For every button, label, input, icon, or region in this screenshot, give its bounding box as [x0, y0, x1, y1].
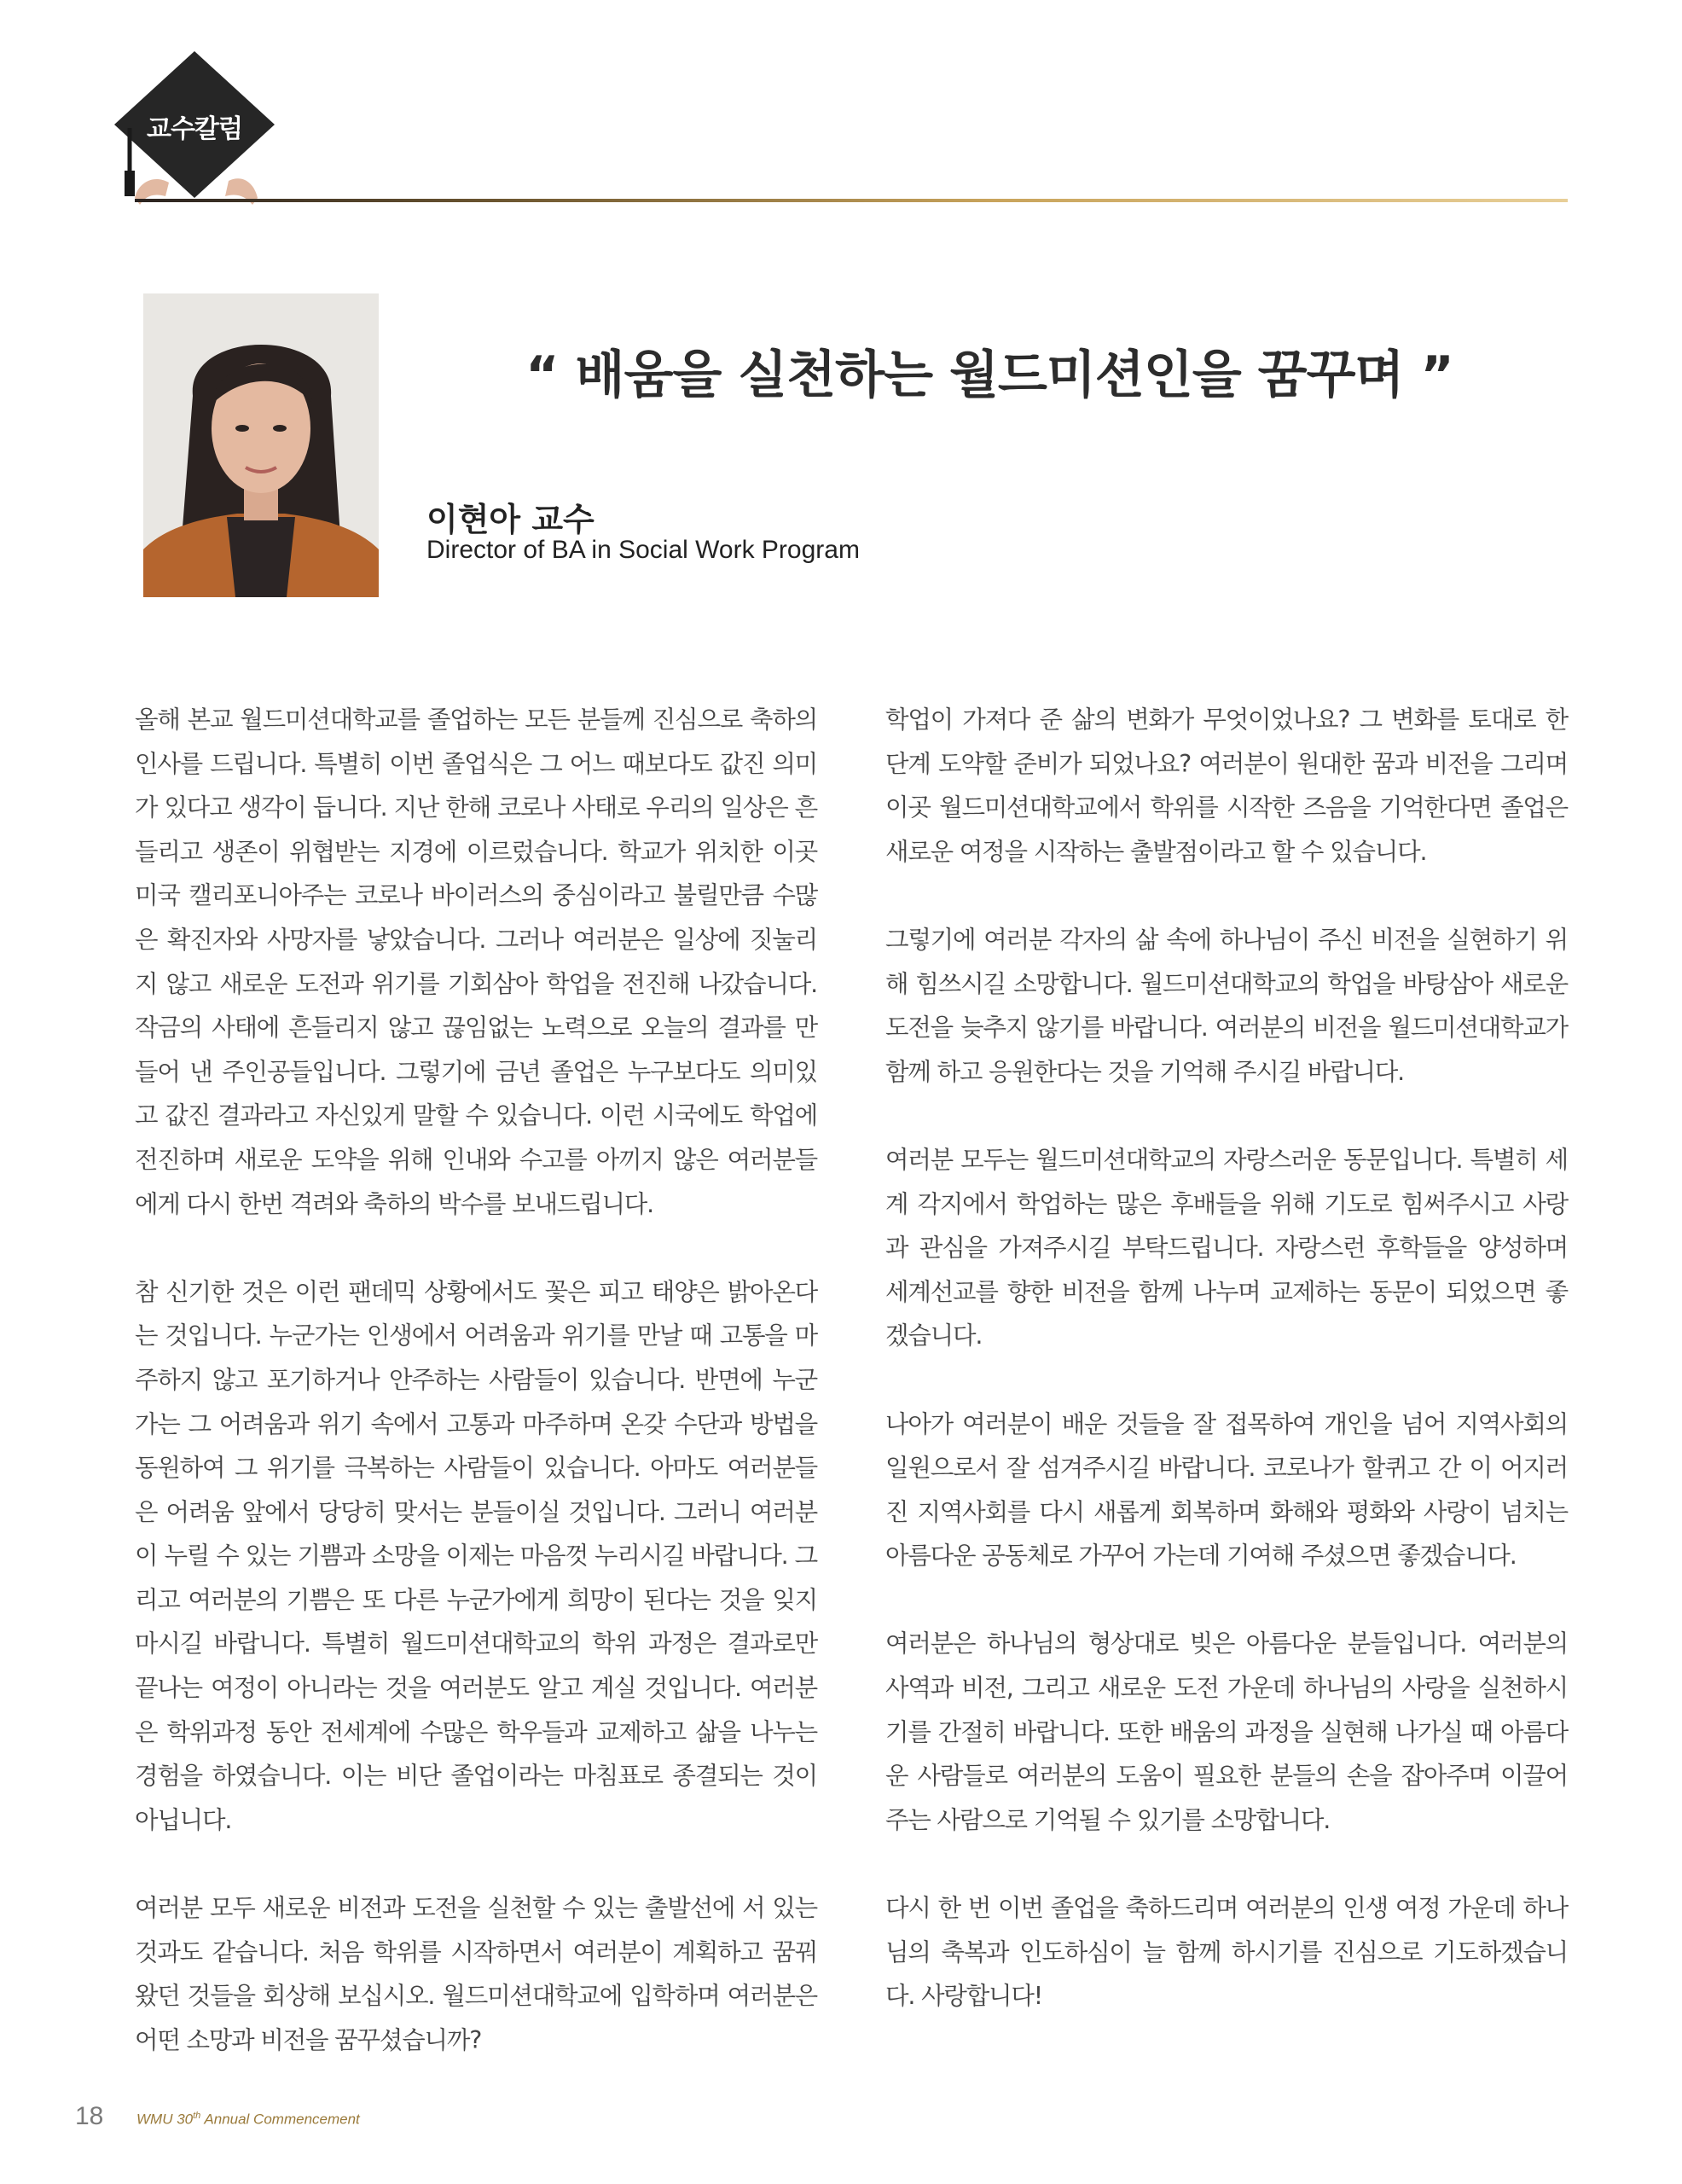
body-paragraph: 여러분은 하나님의 형상대로 빚은 아름다운 분들입니다. 여러분의 사역과 비전, 그리고 새로운 도전 가운데 하나님의 사랑을 실천하시기를 간절히 바랍니다. 또한 배움의 과정을 실현해 나가실 때 아름다운 사람들로 여러분의 도움이 필요한 분들의 손을 잡아주며 이끌어 주는 사람으로 기억될 수 있기를 소망합니다.: [885, 1629, 1568, 1834]
author-photo: [143, 293, 379, 597]
badge-label: 교수칼럼: [147, 114, 242, 144]
footer-text-sup: th: [193, 2111, 201, 2121]
body-paragraph: 올해 본교 월드미션대학교를 졸업하는 모든 분들께 진심으로 축하의 인사를 드립니다. 특별히 이번 졸업식은 그 어느 때보다도 값진 의미가 있다고 생각이 듭니다. 지난 한해 코로나 사태로 우리의 일상은 흔들리고 생존이 위협받는 지경에 이르렀습니다. 학교가 위치한 이곳 미국 캘리포니아주는 코로나 바이러스의 중심이라고 불릴만큼 수많은 확진자와 사망자를 낳았습니다. 그러나 여러분은 일상에 짓눌리지 않고 새로운 도전과 위기를 기회삼아 학업을 전진해 나갔습니다. 작금의 사태에 흔들리지 않고 끊임없는 노력으로 오늘의 결과를 만들어 낸 주인공들입니다. 그렇기에 금년 졸업은 누구보다도 의미있고 값진 결과라고 자신있게 말할 수 있습니다. 이런 시국에도 학업에 전진하며 새로운 도약을 위해 인내와 수고를 아끼지 않은 여러분들에게 다시 한번 격려와 축하의 박수를 보내드립니다.: [135, 706, 817, 1218]
body-column-left: [135, 698, 817, 2106]
body-paragraph: 학업이 가져다 준 삶의 변화가 무엇이었나요? 그 변화를 토대로 한 단계 도약할 준비가 되었나요? 여러분이 원대한 꿈과 비전을 그리며 이곳 월드미션대학교에서 학위를 시작한 즈음을 기억한다면 졸업은 새로운 여정을 시작하는 출발점이라고 할 수 있습니다.: [885, 706, 1568, 866]
article-title: “ 배움을 실천하는 월드미션인을 꿈꾸며 ”: [525, 346, 1453, 405]
page-number: 18: [75, 2102, 104, 2130]
body-paragraph: 여러분 모두는 월드미션대학교의 자랑스러운 동문입니다. 특별히 세계 각지에서 학업하는 많은 후배들을 위해 기도로 힘써주시고 사랑과 관심을 가져주시길 부탁드립니다. 자랑스런 후학들을 양성하며 세계선교를 향한 비전을 함께 나누며 교제하는 동문이 되었으면 좋겠습니다.: [885, 1145, 1568, 1350]
body-paragraph: 여러분 모두 새로운 비전과 도전을 실천할 수 있는 출발선에 서 있는 것과도 같습니다. 처음 학위를 시작하면서 여러분이 계획하고 꿈꿔왔던 것들을 회상해 보십시오. 월드미션대학교에 입학하며 여러분은 어떤 소망과 비전을 꿈꾸셨습니까?: [135, 1894, 817, 2054]
body-paragraph: 참 신기한 것은 이런 팬데믹 상황에서도 꽃은 피고 태양은 밝아온다는 것입니다. 누군가는 인생에서 어려움과 위기를 만날 때 고통을 마주하지 않고 포기하거나 안주하는 사람들이 있습니다. 반면에 누군가는 그 어려움과 위기 속에서 고통과 마주하며 온갖 수단과 방법을 동원하여 그 위기를 극복하는 사람들이 있습니다. 아마도 여러분들은 어려움 앞에서 당당히 맞서는 분들이실 것입니다. 그러니 여러분이 누릴 수 있는 기쁨과 소망을 이제는 마음껏 누리시길 바랍니다. 그리고 여러분의 기쁨은 또 다른 누군가에게 희망이 된다는 것을 잊지 마시길 바랍니다. 특별히 월드미션대학교의 학위 과정은 결과로만 끝나는 여정이 아니라는 것을 여러분도 알고 계실 것입니다. 여러분은 학위과정 동안 전세계에 수많은 학우들과 교제하고 삶을 나누는 경험을 하였습니다. 이는 비단 졸업이라는 마침표로 종결되는 것이 아닙니다.: [135, 1277, 817, 1834]
author-role: Director of BA in Social Work Program: [426, 536, 860, 564]
footer-text-suffix: Annual Commencement: [200, 2111, 360, 2128]
portrait-photo: [143, 293, 379, 597]
column-badge: [109, 46, 280, 208]
footer-text-prefix: WMU 30: [136, 2111, 194, 2128]
footer-publication: [136, 2111, 360, 2129]
author-name: 이현아 교수: [426, 501, 594, 538]
body-column-right: [885, 698, 1568, 2062]
body-paragraph: 나아가 여러분이 배운 것들을 잘 접목하여 개인을 넘어 지역사회의 일원으로서 잘 섬겨주시길 바랍니다. 코로나가 할퀴고 간 이 어지러진 지역사회를 다시 새롭게 회복하며 화해와 평화와 사랑이 넘치는 아름다운 공동체로 가꾸어 가는데 기여해 주셨으면 좋겠습니다.: [885, 1409, 1568, 1571]
header-rule: [135, 199, 1568, 202]
body-paragraph: 그렇기에 여러분 각자의 삶 속에 하나님이 주신 비전을 실현하기 위해 힘쓰시길 소망합니다. 월드미션대학교의 학업을 바탕삼아 새로운 도전을 늦추지 않기를 바랍니다. 여러분의 비전을 월드미션대학교가 함께 하고 응원한다는 것을 기억해 주시길 바랍니다.: [885, 925, 1568, 1086]
body-paragraph: 다시 한 번 이번 졸업을 축하드리며 여러분의 인생 여정 가운데 하나님의 축복과 인도하심이 늘 함께 하시기를 진심으로 기도하겠습니다. 사랑합니다!: [885, 1894, 1568, 2011]
